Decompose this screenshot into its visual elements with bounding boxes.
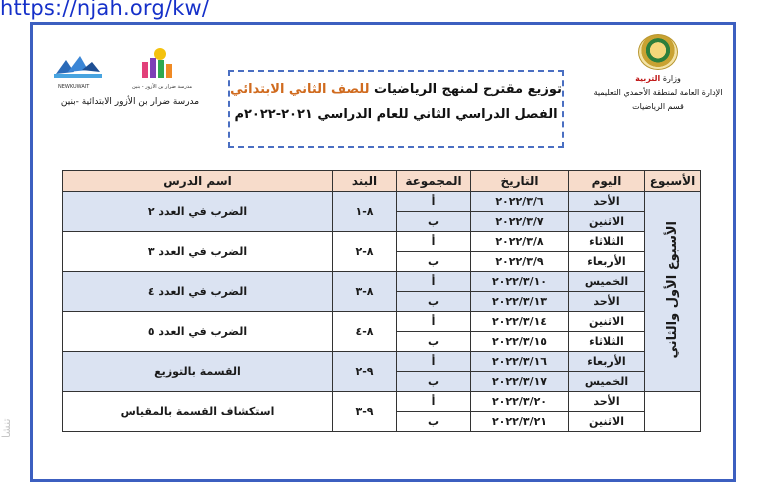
date-cell: ٢٠٢٢/٣/١٥ — [471, 332, 569, 352]
watermark-text: تنشا — [0, 418, 13, 438]
district-name: الإدارة العامة لمنطقة الأحمدي التعليمية — [593, 88, 723, 97]
school-name: مدرسة ضرار بن الأزور الابتدائية -بنين — [60, 97, 200, 107]
week-cell-next — [645, 392, 701, 432]
date-cell: ٢٠٢٢/٣/٢٠ — [471, 392, 569, 412]
header-lesson: اسم الدرس — [63, 171, 333, 192]
group-cell: ب — [397, 212, 471, 232]
title-line-2: الفصل الدراسي الثاني للعام الدراسي ٢٠٢١-٢٠٢٢م — [234, 107, 558, 122]
day-cell: الأربعاء — [569, 252, 645, 272]
schedule-table — [62, 170, 701, 432]
table-row — [63, 192, 701, 212]
group-cell: أ — [397, 352, 471, 372]
group-cell: ب — [397, 252, 471, 272]
lesson-name-cell: الضرب في العدد ٣ — [63, 232, 333, 272]
day-cell: الاثنين — [569, 212, 645, 232]
item-cell: ٩-٣ — [333, 392, 397, 432]
table-header-row — [63, 171, 701, 192]
lesson-name-cell: استكشاف القسمة بالمقياس — [63, 392, 333, 432]
table-row — [63, 352, 701, 372]
day-cell: الاثنين — [569, 312, 645, 332]
lesson-name-cell: الضرب في العدد ٢ — [63, 192, 333, 232]
date-cell: ٢٠٢٢/٣/١٤ — [471, 312, 569, 332]
title-subject: توزيع مقترح لمنهج الرياضيات — [374, 82, 562, 97]
ministry-header — [588, 34, 728, 114]
group-cell: ب — [397, 332, 471, 352]
group-cell: ب — [397, 372, 471, 392]
item-cell: ٨-١ — [333, 192, 397, 232]
lesson-name-cell: الضرب في العدد ٥ — [63, 312, 333, 352]
header-group: المجموعة — [397, 171, 471, 192]
date-cell: ٢٠٢٢/٣/٩ — [471, 252, 569, 272]
day-cell: الخميس — [569, 372, 645, 392]
item-cell: ٩-٢ — [333, 352, 397, 392]
school-logo-caption: مدرسة ضرار بن الأزور - بنين — [132, 84, 193, 90]
day-cell: الثلاثاء — [569, 332, 645, 352]
table-row — [63, 312, 701, 332]
date-cell: ٢٠٢٢/٣/٧ — [471, 212, 569, 232]
table-row — [63, 272, 701, 292]
group-cell: أ — [397, 232, 471, 252]
day-cell: الخميس — [569, 272, 645, 292]
date-cell: ٢٠٢٢/٣/١٦ — [471, 352, 569, 372]
ministry-name — [588, 72, 728, 86]
date-cell: ٢٠٢٢/٣/١٣ — [471, 292, 569, 312]
date-cell: ٢٠٢٢/٣/١٧ — [471, 372, 569, 392]
header-item: البند — [333, 171, 397, 192]
date-cell: ٢٠٢٢/٣/٨ — [471, 232, 569, 252]
group-cell: أ — [397, 272, 471, 292]
lesson-name-cell: القسمة بالتوزيع — [63, 352, 333, 392]
header-day: اليوم — [569, 171, 645, 192]
day-cell: الأحد — [569, 192, 645, 212]
new-kuwait-logo-icon — [52, 52, 104, 86]
kuwait-emblem-icon — [638, 34, 678, 70]
department-name: قسم الرياضيات — [632, 102, 684, 111]
date-cell: ٢٠٢٢/٣/٢١ — [471, 412, 569, 432]
week-label: الأسبوع الأول والثاني — [665, 221, 680, 359]
ministry-name-prefix: وزارة — [662, 74, 681, 83]
group-cell: ب — [397, 292, 471, 312]
group-cell: أ — [397, 392, 471, 412]
group-cell: أ — [397, 312, 471, 332]
day-cell: الأحد — [569, 392, 645, 412]
logo-group — [52, 46, 202, 92]
document-title — [228, 70, 564, 148]
group-cell: أ — [397, 192, 471, 212]
lesson-name-cell: الضرب في العدد ٤ — [63, 272, 333, 312]
schedule-body — [63, 192, 701, 432]
title-grade: للصف الثاني الابتدائي — [230, 82, 370, 97]
day-cell: الثلاثاء — [569, 232, 645, 252]
header-week: الأسبوع — [645, 171, 701, 192]
date-cell: ٢٠٢٢/٣/١٠ — [471, 272, 569, 292]
header-date: التاريخ — [471, 171, 569, 192]
item-cell: ٨-٣ — [333, 272, 397, 312]
day-cell: الأحد — [569, 292, 645, 312]
group-cell: ب — [397, 412, 471, 432]
day-cell: الأربعاء — [569, 352, 645, 372]
title-line-1 — [230, 82, 562, 97]
item-cell: ٨-٤ — [333, 312, 397, 352]
table-row — [63, 392, 701, 412]
school-logo-icon — [132, 46, 188, 86]
table-row — [63, 232, 701, 252]
day-cell: الاثنين — [569, 412, 645, 432]
new-kuwait-caption: NEWKUWAIT — [58, 84, 90, 90]
date-cell: ٢٠٢٢/٣/٦ — [471, 192, 569, 212]
week-cell — [645, 192, 701, 392]
ministry-name-highlight: التربية — [635, 74, 661, 83]
item-cell: ٨-٢ — [333, 232, 397, 272]
site-url[interactable]: https://njah.org/kw/ — [0, 0, 210, 20]
